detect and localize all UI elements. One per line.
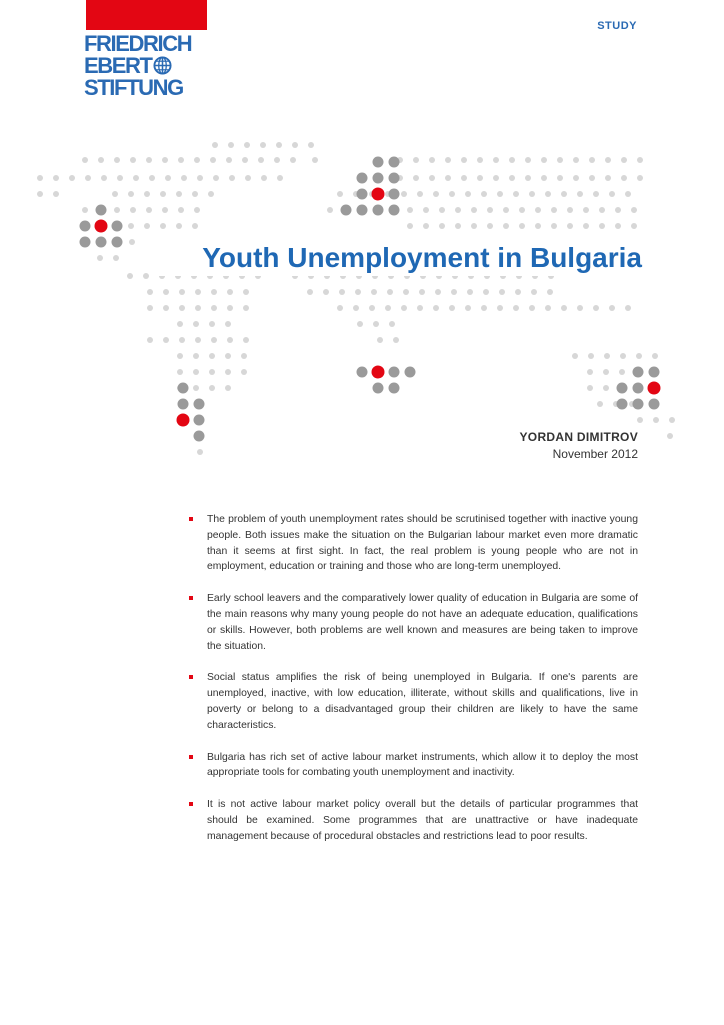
map-dot xyxy=(163,289,169,295)
logo-line-1: FRIEDRICH xyxy=(84,31,192,56)
map-dot xyxy=(197,175,203,181)
map-dot xyxy=(577,305,583,311)
map-dot xyxy=(465,191,471,197)
map-dot xyxy=(241,353,247,359)
map-dot xyxy=(195,337,201,343)
map-dot xyxy=(493,157,499,163)
map-dot xyxy=(455,223,461,229)
map-dot xyxy=(577,191,583,197)
map-dot xyxy=(583,223,589,229)
map-dot xyxy=(515,289,521,295)
map-dot xyxy=(401,305,407,311)
map-dot xyxy=(429,175,435,181)
map-dot xyxy=(615,223,621,229)
bullet-square-icon xyxy=(189,596,193,600)
map-dot xyxy=(160,223,166,229)
map-dot xyxy=(385,305,391,311)
map-dot xyxy=(144,223,150,229)
document-title: Youth Unemployment in Bulgaria xyxy=(150,240,642,276)
map-dot xyxy=(277,175,283,181)
map-dot xyxy=(337,305,343,311)
map-dot xyxy=(389,367,400,378)
map-dot xyxy=(487,207,493,213)
map-dot xyxy=(177,353,183,359)
map-dot xyxy=(146,207,152,213)
map-dot xyxy=(225,369,231,375)
map-dot xyxy=(403,289,409,295)
bullet-square-icon xyxy=(189,802,193,806)
map-dot xyxy=(547,289,553,295)
map-dot xyxy=(130,207,136,213)
map-dot xyxy=(143,273,149,279)
map-dot xyxy=(194,415,205,426)
map-dot xyxy=(276,142,282,148)
map-dot xyxy=(353,305,359,311)
map-dot xyxy=(567,207,573,213)
map-dot xyxy=(82,207,88,213)
map-dot xyxy=(225,385,231,391)
map-dot xyxy=(529,191,535,197)
map-dot xyxy=(465,305,471,311)
map-dot xyxy=(519,223,525,229)
map-dot xyxy=(669,417,675,423)
map-dot xyxy=(194,157,200,163)
map-dot xyxy=(557,175,563,181)
map-dot xyxy=(165,175,171,181)
map-dot xyxy=(117,175,123,181)
map-dot xyxy=(377,337,383,343)
map-dot xyxy=(357,173,368,184)
map-dot xyxy=(37,175,43,181)
map-dot xyxy=(637,157,643,163)
map-dot xyxy=(372,188,385,201)
map-dot xyxy=(176,223,182,229)
map-dot xyxy=(261,175,267,181)
map-dot xyxy=(229,175,235,181)
map-dot xyxy=(439,223,445,229)
map-dot xyxy=(225,321,231,327)
map-dot xyxy=(226,157,232,163)
map-dot xyxy=(631,223,637,229)
map-dot xyxy=(535,223,541,229)
map-dot xyxy=(227,305,233,311)
map-dot xyxy=(609,305,615,311)
map-dot xyxy=(112,191,118,197)
map-dot xyxy=(493,175,499,181)
map-dot xyxy=(101,175,107,181)
map-dot xyxy=(599,207,605,213)
map-dot xyxy=(648,382,661,395)
map-dot xyxy=(525,157,531,163)
map-dot xyxy=(413,175,419,181)
map-dot xyxy=(509,157,515,163)
map-dot xyxy=(177,414,190,427)
map-dot xyxy=(357,321,363,327)
map-dot xyxy=(194,399,205,410)
map-dot xyxy=(439,207,445,213)
map-dot xyxy=(583,207,589,213)
map-dot xyxy=(369,305,375,311)
map-dot xyxy=(178,383,189,394)
map-dot xyxy=(513,305,519,311)
map-dot xyxy=(373,173,384,184)
map-dot xyxy=(389,189,400,200)
map-dot xyxy=(471,223,477,229)
map-dot xyxy=(209,353,215,359)
map-dot xyxy=(541,157,547,163)
map-dot xyxy=(461,157,467,163)
map-dot xyxy=(209,369,215,375)
list-item xyxy=(189,670,638,733)
map-dot xyxy=(371,289,377,295)
logo-line-3: STIFTUNG xyxy=(84,75,183,100)
map-dot xyxy=(162,157,168,163)
list-item-text: Social status amplifies the risk of being unemployed in Bulgaria. If one's parents are unemployed, inactive, with low education, illiterate, without skills and qualifications, live in poverty or belong to a disadvantaged group their children are likely to have the same characteristics. xyxy=(207,672,638,731)
map-dot xyxy=(130,157,136,163)
map-dot xyxy=(243,289,249,295)
list-item-text: The problem of youth unemployment rates should be scrutinised together with inactive young people. Both issues make the situation on the Bulgarian labour market even more dramatic than it seems at first sight. In fact, the real problem is young people who are not in employment, education or training and those who are long-term unemployed. xyxy=(207,514,638,573)
map-dot xyxy=(197,449,203,455)
map-dot xyxy=(477,175,483,181)
map-dot xyxy=(209,385,215,391)
map-dot xyxy=(357,189,368,200)
map-dot xyxy=(445,157,451,163)
map-dot xyxy=(147,289,153,295)
map-dot xyxy=(357,367,368,378)
map-dot xyxy=(114,207,120,213)
map-dot xyxy=(149,175,155,181)
map-dot xyxy=(244,142,250,148)
map-dot xyxy=(97,255,103,261)
map-dot xyxy=(649,367,660,378)
logo-line-2-text: EBERT xyxy=(84,53,152,78)
list-item xyxy=(189,591,638,654)
map-dot xyxy=(497,191,503,197)
map-dot xyxy=(80,221,91,232)
map-dot xyxy=(455,207,461,213)
map-dot xyxy=(405,367,416,378)
map-dot xyxy=(573,175,579,181)
map-dot xyxy=(112,221,123,232)
map-dot xyxy=(211,305,217,311)
map-dot xyxy=(557,157,563,163)
map-dot xyxy=(451,289,457,295)
map-dot xyxy=(193,385,199,391)
map-dot xyxy=(531,289,537,295)
map-dot xyxy=(604,353,610,359)
bullet-square-icon xyxy=(189,517,193,521)
map-dot xyxy=(193,369,199,375)
map-dot xyxy=(599,223,605,229)
map-dot xyxy=(619,369,625,375)
map-dot xyxy=(373,383,384,394)
map-dot xyxy=(128,191,134,197)
map-dot xyxy=(467,289,473,295)
map-dot xyxy=(587,369,593,375)
map-dot xyxy=(605,175,611,181)
document-type-label: STUDY xyxy=(597,20,637,32)
map-dot xyxy=(535,207,541,213)
map-dot xyxy=(95,220,108,233)
map-dot xyxy=(53,175,59,181)
map-dot xyxy=(195,305,201,311)
map-dot xyxy=(499,289,505,295)
map-dot xyxy=(477,157,483,163)
map-dot xyxy=(417,191,423,197)
map-dot xyxy=(194,207,200,213)
map-dot xyxy=(389,205,400,216)
map-dot xyxy=(274,157,280,163)
map-dot xyxy=(147,337,153,343)
map-dot xyxy=(389,383,400,394)
list-item xyxy=(189,512,638,575)
map-dot xyxy=(588,353,594,359)
map-dot xyxy=(617,399,628,410)
map-dot xyxy=(503,223,509,229)
map-dot xyxy=(37,191,43,197)
map-dot xyxy=(242,157,248,163)
map-dot xyxy=(307,289,313,295)
map-dot xyxy=(519,207,525,213)
map-dot xyxy=(243,337,249,343)
map-dot xyxy=(53,191,59,197)
map-dot xyxy=(227,289,233,295)
map-dot xyxy=(372,366,385,379)
map-dot xyxy=(112,237,123,248)
map-dot xyxy=(179,289,185,295)
map-dot xyxy=(178,157,184,163)
list-item-text: It is not active labour market policy overall but the details of particular programmes that should be examined. Some programmes that are unattractive or have inadequate management because of procedural obstacles and restrictions lead to poor results. xyxy=(207,799,638,842)
map-dot xyxy=(497,305,503,311)
map-dot xyxy=(339,289,345,295)
map-dot xyxy=(653,417,659,423)
map-dot xyxy=(213,175,219,181)
map-dot xyxy=(80,237,91,248)
author-name: YORDAN DIMITROV xyxy=(519,430,638,444)
map-dot xyxy=(667,433,673,439)
map-dot xyxy=(429,157,435,163)
map-dot xyxy=(637,417,643,423)
map-dot xyxy=(260,142,266,148)
map-dot xyxy=(573,157,579,163)
map-dot xyxy=(163,337,169,343)
map-dot xyxy=(357,205,368,216)
map-dot xyxy=(163,305,169,311)
map-dot xyxy=(245,175,251,181)
map-dot xyxy=(513,191,519,197)
map-dot xyxy=(603,385,609,391)
map-dot xyxy=(308,142,314,148)
map-dot xyxy=(113,255,119,261)
map-dot xyxy=(449,191,455,197)
map-dot xyxy=(631,207,637,213)
map-dot xyxy=(621,175,627,181)
map-dot xyxy=(551,207,557,213)
map-dot xyxy=(620,353,626,359)
map-dot xyxy=(69,175,75,181)
map-dot xyxy=(561,305,567,311)
map-dot xyxy=(636,353,642,359)
map-dot xyxy=(312,157,318,163)
map-dot xyxy=(633,399,644,410)
map-dot xyxy=(487,223,493,229)
map-dot xyxy=(445,175,451,181)
map-dot xyxy=(625,305,631,311)
map-dot xyxy=(593,191,599,197)
map-dot xyxy=(572,353,578,359)
map-dot xyxy=(292,142,298,148)
list-item xyxy=(189,750,638,782)
map-dot xyxy=(567,223,573,229)
map-dot xyxy=(178,207,184,213)
map-dot xyxy=(178,399,189,410)
map-dot xyxy=(373,321,379,327)
map-dot xyxy=(461,175,467,181)
map-dot xyxy=(433,305,439,311)
map-dot xyxy=(129,239,135,245)
map-dot xyxy=(355,289,361,295)
map-dot xyxy=(211,289,217,295)
map-dot xyxy=(551,223,557,229)
map-dot xyxy=(621,157,627,163)
map-dot xyxy=(389,157,400,168)
map-dot xyxy=(529,305,535,311)
map-dot xyxy=(258,157,264,163)
map-dot xyxy=(401,191,407,197)
map-dot xyxy=(147,305,153,311)
map-dot xyxy=(597,401,603,407)
list-item-text: Early school leavers and the comparatively lower quality of education in Bulgaria are some of the main reasons why many young people do not have an adequate education, qualifications or skills. However, both problems are well known and measures are being taken to improve the situation. xyxy=(207,593,638,652)
bullet-square-icon xyxy=(189,755,193,759)
map-dot xyxy=(609,191,615,197)
map-dot xyxy=(228,142,234,148)
map-dot xyxy=(96,237,107,248)
map-dot xyxy=(162,207,168,213)
map-dot xyxy=(176,191,182,197)
map-dot xyxy=(225,353,231,359)
map-dot xyxy=(227,337,233,343)
map-dot xyxy=(545,305,551,311)
map-dot xyxy=(193,353,199,359)
map-dot xyxy=(211,337,217,343)
map-dot xyxy=(605,157,611,163)
map-dot xyxy=(525,175,531,181)
map-dot xyxy=(637,175,643,181)
map-dot xyxy=(209,321,215,327)
bullet-square-icon xyxy=(189,675,193,679)
map-dot xyxy=(341,205,352,216)
map-dot xyxy=(210,157,216,163)
map-dot xyxy=(652,353,658,359)
map-dot xyxy=(146,157,152,163)
map-dot xyxy=(195,289,201,295)
map-dot xyxy=(483,289,489,295)
publication-date: November 2012 xyxy=(552,447,638,461)
map-dot xyxy=(587,385,593,391)
map-dot xyxy=(194,431,205,442)
map-dot xyxy=(389,321,395,327)
map-dot xyxy=(393,337,399,343)
map-dot xyxy=(633,383,644,394)
map-dot xyxy=(373,205,384,216)
map-dot xyxy=(177,321,183,327)
map-dot xyxy=(192,191,198,197)
map-dot xyxy=(389,173,400,184)
map-dot xyxy=(481,305,487,311)
map-dot xyxy=(127,273,133,279)
map-dot xyxy=(589,175,595,181)
map-dot xyxy=(423,223,429,229)
map-dot xyxy=(179,305,185,311)
map-dot xyxy=(593,305,599,311)
map-dot xyxy=(603,369,609,375)
map-dot xyxy=(98,157,104,163)
map-dot xyxy=(181,175,187,181)
map-dot xyxy=(407,223,413,229)
map-dot xyxy=(114,157,120,163)
map-dot xyxy=(208,191,214,197)
map-dot xyxy=(144,191,150,197)
map-dot xyxy=(290,157,296,163)
map-dot xyxy=(419,289,425,295)
map-dot xyxy=(433,191,439,197)
list-item xyxy=(189,797,638,844)
map-dot xyxy=(387,289,393,295)
map-dot xyxy=(449,305,455,311)
list-item-text: Bulgaria has rich set of active labour market instruments, which allow it to deploy the most appropriate tools for combating youth unemployment and inactivity. xyxy=(207,751,638,779)
map-dot xyxy=(649,399,660,410)
key-findings-list xyxy=(189,512,638,861)
map-dot xyxy=(407,207,413,213)
map-dot xyxy=(617,383,628,394)
map-dot xyxy=(373,157,384,168)
map-dot xyxy=(589,157,595,163)
map-dot xyxy=(128,223,134,229)
map-dot xyxy=(212,142,218,148)
map-dot xyxy=(481,191,487,197)
map-dot xyxy=(435,289,441,295)
map-dot xyxy=(133,175,139,181)
map-dot xyxy=(327,207,333,213)
map-dot xyxy=(82,157,88,163)
map-dot xyxy=(192,223,198,229)
map-dot xyxy=(85,175,91,181)
map-dot xyxy=(541,175,547,181)
map-dot xyxy=(243,305,249,311)
map-dot xyxy=(241,369,247,375)
map-dot xyxy=(471,207,477,213)
map-dot xyxy=(545,191,551,197)
map-dot xyxy=(160,191,166,197)
map-dot xyxy=(193,321,199,327)
map-dot xyxy=(615,207,621,213)
map-dot xyxy=(509,175,515,181)
map-dot xyxy=(177,369,183,375)
map-dot xyxy=(179,337,185,343)
map-dot xyxy=(625,191,631,197)
map-dot xyxy=(633,367,644,378)
map-dot xyxy=(503,207,509,213)
map-dot xyxy=(413,157,419,163)
map-dot xyxy=(423,207,429,213)
map-dot xyxy=(323,289,329,295)
map-dot xyxy=(417,305,423,311)
map-dot xyxy=(337,191,343,197)
map-dot xyxy=(561,191,567,197)
map-dot xyxy=(96,205,107,216)
